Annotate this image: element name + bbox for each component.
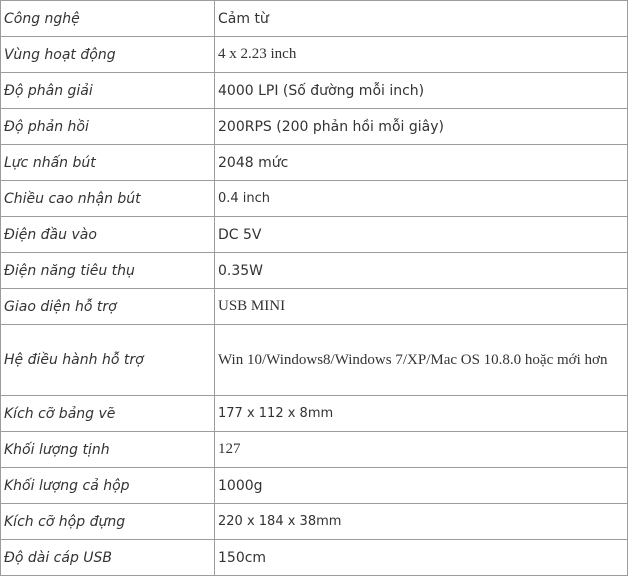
spec-label: Kích cỡ bảng vẽ (1, 396, 215, 432)
spec-value: 177 x 112 x 8mm (215, 396, 628, 432)
spec-label: Vùng hoạt động (1, 37, 215, 73)
spec-label: Điện đầu vào (1, 217, 215, 253)
spec-value: Win 10/Windows8/Windows 7/XP/Mac OS 10.8.0 hoặc mới hơn (215, 325, 628, 396)
spec-label: Độ phân giải (1, 73, 215, 109)
spec-label: Giao diện hỗ trợ (1, 289, 215, 325)
spec-label: Khối lượng cả hộp (1, 468, 215, 504)
spec-label: Điện năng tiêu thụ (1, 253, 215, 289)
spec-value: 1000g (215, 468, 628, 504)
spec-label: Lực nhấn bút (1, 145, 215, 181)
spec-label: Khối lượng tịnh (1, 432, 215, 468)
spec-label: Kích cỡ hộp đựng (1, 504, 215, 540)
table-row (1, 540, 628, 576)
spec-value: USB MINI (215, 289, 628, 325)
table-row (1, 289, 628, 325)
table-row (1, 1, 628, 37)
spec-label: Hệ điều hành hỗ trợ (1, 325, 215, 396)
table-row (1, 432, 628, 468)
table-row (1, 396, 628, 432)
spec-value: 200RPS (200 phản hồi mỗi giây) (215, 109, 628, 145)
table-row (1, 325, 628, 396)
spec-value: Cảm từ (215, 1, 628, 37)
spec-label: Công nghệ (1, 1, 215, 37)
spec-value: 220 x 184 x 38mm (215, 504, 628, 540)
table-row (1, 468, 628, 504)
table-row (1, 37, 628, 73)
spec-value: 2048 mức (215, 145, 628, 181)
table-row (1, 504, 628, 540)
spec-value: 127 (215, 432, 628, 468)
table-row (1, 73, 628, 109)
spec-value: 0.35W (215, 253, 628, 289)
table-row (1, 217, 628, 253)
spec-label: Chiều cao nhận bút (1, 181, 215, 217)
table-row (1, 253, 628, 289)
spec-value: 0.4 inch (215, 181, 628, 217)
table-row (1, 181, 628, 217)
spec-value: 4 x 2.23 inch (215, 37, 628, 73)
spec-label: Độ dài cáp USB (1, 540, 215, 576)
table-row (1, 145, 628, 181)
spec-label: Độ phản hồi (1, 109, 215, 145)
spec-value: 4000 LPI (Số đường mỗi inch) (215, 73, 628, 109)
table-row (1, 109, 628, 145)
spec-value: 150cm (215, 540, 628, 576)
spec-value: DC 5V (215, 217, 628, 253)
